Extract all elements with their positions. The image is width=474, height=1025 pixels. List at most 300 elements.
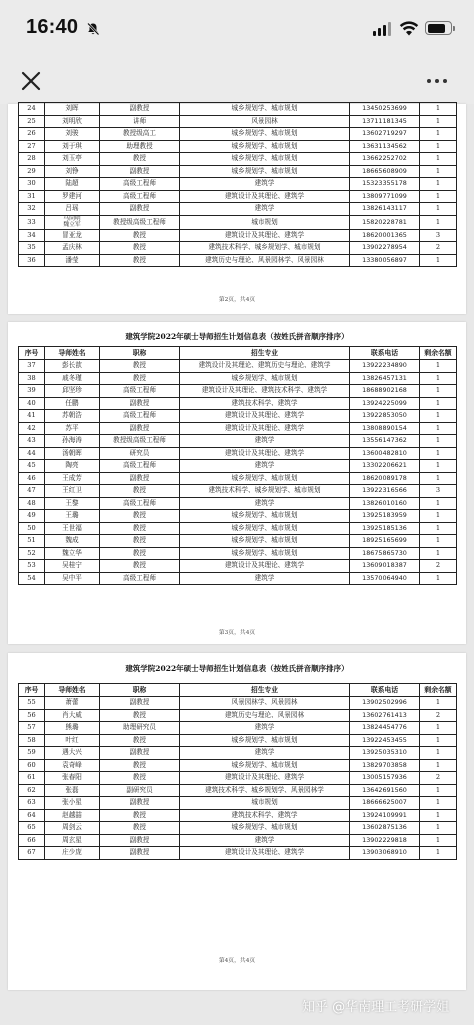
col-advisor: 叶红 <box>45 734 100 747</box>
table-row <box>19 809 457 822</box>
col-advisor-header: 导师姓名 <box>45 684 100 697</box>
col-phone: 15820228781 <box>350 215 420 229</box>
col-advisor: 刘于琪 <box>45 140 100 153</box>
advisor-table-page-3 <box>18 346 457 585</box>
document-title: 建筑学院2022年硕士导师招生计划信息表（按姓氏拼音顺序排序） <box>125 332 349 341</box>
page-number: 第4页，共4页 <box>218 958 256 964</box>
col-quota: 1 <box>420 697 457 710</box>
col-advisor: 苏朝浩 <box>45 410 100 423</box>
col-advisor: 吕瑶 <box>45 203 100 216</box>
table-header-row <box>19 347 457 360</box>
table-body <box>19 360 457 585</box>
col-quota: 1 <box>420 178 457 191</box>
col-seq: 49 <box>19 510 45 523</box>
col-major: 城乡规划学、城市规划 <box>180 510 350 523</box>
col-major: 建筑学 <box>180 572 350 585</box>
col-title: 教授 <box>100 485 180 498</box>
col-phone: 13922234890 <box>350 360 420 373</box>
page-number: 第3页，共4页 <box>218 630 256 636</box>
col-quota: 1 <box>420 165 457 178</box>
col-title: 教授 <box>100 360 180 373</box>
col-advisor: 周玄星 <box>45 834 100 847</box>
col-major: 城乡规划学、城市规划 <box>180 165 350 178</box>
col-phone: 13711181345 <box>350 115 420 128</box>
col-quota: 1 <box>420 460 457 473</box>
col-phone: 18665608909 <box>350 165 420 178</box>
col-advisor: 吴中平 <box>45 572 100 585</box>
col-title: 讲师 <box>100 115 180 128</box>
col-phone: 13600482810 <box>350 447 420 460</box>
col-major-header: 招生专业 <box>180 684 350 697</box>
table-body <box>19 697 457 860</box>
col-seq: 45 <box>19 460 45 473</box>
mute-bell-icon <box>86 22 100 36</box>
col-quota: 1 <box>420 547 457 560</box>
table-row <box>19 847 457 860</box>
col-quota: 1 <box>420 410 457 423</box>
table-row <box>19 510 457 523</box>
table-row <box>19 153 457 166</box>
col-seq: 64 <box>19 809 45 822</box>
col-quota: 1 <box>420 747 457 760</box>
document-page-3 <box>8 322 466 644</box>
col-seq: 44 <box>19 447 45 460</box>
col-major: 建筑学 <box>180 497 350 510</box>
col-quota: 1 <box>420 722 457 735</box>
table-row <box>19 178 457 191</box>
col-advisor: 刘铮 <box>45 165 100 178</box>
col-title: 教授级高级工程师 <box>100 435 180 448</box>
col-quota: 1 <box>420 203 457 216</box>
col-advisor: 陶亮 <box>45 460 100 473</box>
col-major: 城乡规划学、城市规划 <box>180 522 350 535</box>
col-advisor: 庄少庞 <box>45 847 100 860</box>
col-title: 高级工程师 <box>100 190 180 203</box>
col-phone: 13902278954 <box>350 242 420 255</box>
col-seq: 39 <box>19 385 45 398</box>
col-phone: 13824454776 <box>350 722 420 735</box>
table-row <box>19 190 457 203</box>
col-major: 建筑学 <box>180 178 350 191</box>
col-advisor: 陆超 <box>45 178 100 191</box>
col-quota-header: 剩余名额 <box>420 684 457 697</box>
table-row <box>19 242 457 255</box>
col-seq: 36 <box>19 254 45 267</box>
close-icon[interactable] <box>18 68 44 94</box>
col-title: 教授 <box>100 372 180 385</box>
col-title: 教授 <box>100 759 180 772</box>
col-seq-header: 序号 <box>19 347 45 360</box>
col-quota: 1 <box>420 447 457 460</box>
col-advisor: 刘明欣 <box>45 115 100 128</box>
col-quota: 1 <box>420 153 457 166</box>
col-title: 副教授 <box>100 472 180 485</box>
col-seq: 33 <box>19 215 45 229</box>
col-phone: 13902502996 <box>350 697 420 710</box>
col-title: 教授 <box>100 822 180 835</box>
col-title: 高级工程师 <box>100 178 180 191</box>
col-major: 建筑技术科学、建筑学 <box>180 809 350 822</box>
col-major-header: 招生专业 <box>180 347 350 360</box>
col-seq: 43 <box>19 435 45 448</box>
col-title: 高级工程师 <box>100 385 180 398</box>
col-major: 建筑设计及其理论、建筑学 <box>180 560 350 573</box>
col-major: 城市规划 <box>180 797 350 810</box>
col-title-header: 职称 <box>100 684 180 697</box>
col-phone-header: 联系电话 <box>350 347 420 360</box>
col-advisor: 罗建河 <box>45 190 100 203</box>
col-phone: 13005157936 <box>350 772 420 785</box>
col-advisor: 苏平 <box>45 422 100 435</box>
document-page-4 <box>8 653 466 990</box>
col-quota: 1 <box>420 128 457 141</box>
col-phone: 13556147362 <box>350 435 420 448</box>
col-quota: 1 <box>420 822 457 835</box>
col-quota: 1 <box>420 834 457 847</box>
viewer-toolbar <box>0 58 474 104</box>
table-row <box>19 128 457 141</box>
document-page-2 <box>8 104 466 314</box>
col-phone: 18688902168 <box>350 385 420 398</box>
col-major: 建筑学 <box>180 460 350 473</box>
col-major: 城乡规划学、城市规划 <box>180 547 350 560</box>
col-title: 副教授 <box>100 397 180 410</box>
col-advisor: 王世福 <box>45 522 100 535</box>
col-major: 城市规划 <box>180 215 350 229</box>
col-quota: 2 <box>420 709 457 722</box>
col-advisor: 王成芳 <box>45 472 100 485</box>
col-advisor: 吴桂宁 <box>45 560 100 573</box>
col-major: 建筑学 <box>180 834 350 847</box>
col-quota: 1 <box>420 215 457 229</box>
col-advisor: 戚冬瑾 <box>45 372 100 385</box>
col-title: 教授 <box>100 254 180 267</box>
col-phone: 13631134562 <box>350 140 420 153</box>
col-advisor: 王黎 <box>45 497 100 510</box>
col-seq: 55 <box>19 697 45 710</box>
table-row <box>19 115 457 128</box>
col-phone: 18620001365 <box>350 229 420 242</box>
col-quota: 2 <box>420 560 457 573</box>
col-major: 城乡规划学、城市规划 <box>180 734 350 747</box>
col-seq: 65 <box>19 822 45 835</box>
col-major: 城乡规划学、城市规划 <box>180 822 350 835</box>
col-quota: 1 <box>420 535 457 548</box>
col-advisor: 刘骏 <box>45 128 100 141</box>
col-title: 教授 <box>100 772 180 785</box>
col-advisor: 孙海涛 <box>45 435 100 448</box>
col-title: 副教授 <box>100 847 180 860</box>
col-major: 风景园林学、风景园林 <box>180 697 350 710</box>
col-advisor: 肖大威 <box>45 709 100 722</box>
col-major: 建筑设计及其理论、建筑学 <box>180 190 350 203</box>
table-body <box>19 103 457 267</box>
col-title: 教授 <box>100 153 180 166</box>
col-title: 教授 <box>100 709 180 722</box>
col-major: 城乡规划学、城市规划 <box>180 128 350 141</box>
col-title: 副教授 <box>100 165 180 178</box>
col-title: 高级工程师 <box>100 410 180 423</box>
col-major: 城乡规划学、城市规划 <box>180 472 350 485</box>
col-major: 建筑设计及其理论、建筑历史与理论、建筑学 <box>180 360 350 373</box>
table-row <box>19 485 457 498</box>
col-phone: 13602761413 <box>350 709 420 722</box>
table-row <box>19 410 457 423</box>
col-seq: 37 <box>19 360 45 373</box>
col-quota: 1 <box>420 385 457 398</box>
col-phone: 13922853050 <box>350 410 420 423</box>
col-seq: 51 <box>19 535 45 548</box>
battery-icon <box>425 21 452 35</box>
col-quota: 1 <box>420 435 457 448</box>
col-phone: 13302206621 <box>350 460 420 473</box>
col-advisor: 遇大兴 <box>45 747 100 760</box>
col-quota: 1 <box>420 784 457 797</box>
col-major: 建筑设计及其理论、建筑学 <box>180 422 350 435</box>
col-major: 建筑设计及其理论、建筑学 <box>180 410 350 423</box>
col-major: 建筑学 <box>180 203 350 216</box>
col-advisor: 邱坚珍 <box>45 385 100 398</box>
col-seq: 29 <box>19 165 45 178</box>
col-major: 建筑设计及其理论、建筑学 <box>180 229 350 242</box>
col-quota: 1 <box>420 422 457 435</box>
col-phone: 13826457131 <box>350 372 420 385</box>
col-quota: 1 <box>420 809 457 822</box>
col-quota: 1 <box>420 472 457 485</box>
watermark: 知乎 @华南理工考研学姐 <box>302 1000 450 1015</box>
advisor-table-page-2 <box>18 102 457 267</box>
col-quota: 1 <box>420 522 457 535</box>
col-seq-header: 序号 <box>19 684 45 697</box>
col-quota: 1 <box>420 140 457 153</box>
col-phone: 13902229818 <box>350 834 420 847</box>
table-row <box>19 203 457 216</box>
col-phone: 13662252702 <box>350 153 420 166</box>
col-title: 教授 <box>100 535 180 548</box>
table-row <box>19 140 457 153</box>
col-seq: 66 <box>19 834 45 847</box>
col-seq: 67 <box>19 847 45 860</box>
table-header-row <box>19 684 457 697</box>
table-row <box>19 435 457 448</box>
col-phone: 13922316566 <box>350 485 420 498</box>
cellular-signal-icon <box>373 22 391 36</box>
col-phone: 13380056897 <box>350 254 420 267</box>
col-seq: 42 <box>19 422 45 435</box>
col-seq: 57 <box>19 722 45 735</box>
col-title: 教授 <box>100 510 180 523</box>
table-row <box>19 472 457 485</box>
col-major: 建筑技术科学、城乡规划学、风景园林学 <box>180 784 350 797</box>
col-major: 城乡规划学、城市规划 <box>180 103 350 116</box>
col-phone: 18925165699 <box>350 535 420 548</box>
col-quota: 1 <box>420 254 457 267</box>
document-title: 建筑学院2022年硕士导师招生计划信息表（按姓氏拼音顺序排序） <box>125 664 349 673</box>
table-row <box>19 229 457 242</box>
col-phone: 13602875136 <box>350 822 420 835</box>
col-quota: 3 <box>420 229 457 242</box>
col-seq: 30 <box>19 178 45 191</box>
col-seq: 46 <box>19 472 45 485</box>
col-seq: 60 <box>19 759 45 772</box>
table-row <box>19 254 457 267</box>
col-phone: 13924109991 <box>350 809 420 822</box>
col-title: 教授 <box>100 229 180 242</box>
col-phone: 13808890154 <box>350 422 420 435</box>
col-seq: 58 <box>19 734 45 747</box>
col-phone: 18675865730 <box>350 547 420 560</box>
col-seq: 40 <box>19 397 45 410</box>
col-advisor: 赵越喆 <box>45 809 100 822</box>
table-row <box>19 797 457 810</box>
table-row <box>19 572 457 585</box>
col-major: 建筑设计及其理论、建筑学 <box>180 847 350 860</box>
col-advisor: 袁奇峰 <box>45 759 100 772</box>
col-advisor: 张磊 <box>45 784 100 797</box>
col-phone: 13829703858 <box>350 759 420 772</box>
table-row <box>19 360 457 373</box>
table-row <box>19 497 457 510</box>
col-major: 建筑设计及其理论、建筑技术科学、建筑学 <box>180 385 350 398</box>
col-title: 教授 <box>100 560 180 573</box>
col-title: 教授 <box>100 734 180 747</box>
col-advisor: 刘晖 <box>45 103 100 116</box>
col-advisor: 周剑云 <box>45 822 100 835</box>
table-row <box>19 522 457 535</box>
col-phone: 13925183959 <box>350 510 420 523</box>
col-seq: 31 <box>19 190 45 203</box>
table-row <box>19 385 457 398</box>
col-phone: 13609018387 <box>350 560 420 573</box>
col-quota: 1 <box>420 497 457 510</box>
col-advisor: 彭长歆 <box>45 360 100 373</box>
table-row <box>19 697 457 710</box>
col-phone: 13925185136 <box>350 522 420 535</box>
col-title: 高级工程师 <box>100 460 180 473</box>
col-title: 教授级高级工程师 <box>100 215 180 229</box>
col-phone-header: 联系电话 <box>350 684 420 697</box>
table-row <box>19 822 457 835</box>
table-row <box>19 372 457 385</box>
col-title: 副教授 <box>100 203 180 216</box>
col-title: 教授 <box>100 809 180 822</box>
col-seq: 47 <box>19 485 45 498</box>
col-quota: 2 <box>420 772 457 785</box>
col-advisor: 冒亚龙 <box>45 229 100 242</box>
col-phone: 13924225099 <box>350 397 420 410</box>
col-seq: 62 <box>19 784 45 797</box>
col-major: 建筑学 <box>180 722 350 735</box>
more-options-icon[interactable] <box>427 71 453 91</box>
status-time: 16:40 <box>26 16 79 38</box>
col-quota-header: 剩余名额 <box>420 347 457 360</box>
col-advisor: 任鹏 <box>45 397 100 410</box>
col-major: 建筑历史与理论、风景园林 <box>180 709 350 722</box>
col-major: 城乡规划学、城市规划 <box>180 535 350 548</box>
col-seq: 28 <box>19 153 45 166</box>
col-advisor: 王红卫 <box>45 485 100 498</box>
col-seq: 34 <box>19 229 45 242</box>
col-quota: 1 <box>420 797 457 810</box>
col-seq: 63 <box>19 797 45 810</box>
col-advisor: 张春阳 <box>45 772 100 785</box>
col-phone: 13809771099 <box>350 190 420 203</box>
col-phone: 15323355178 <box>350 178 420 191</box>
table-row <box>19 422 457 435</box>
col-seq: 61 <box>19 772 45 785</box>
col-major: 建筑学 <box>180 747 350 760</box>
col-title: 教授 <box>100 242 180 255</box>
table-row <box>19 834 457 847</box>
col-major: 建筑设计及其理论、建筑学 <box>180 772 350 785</box>
table-row <box>19 460 457 473</box>
col-title: 副教授 <box>100 797 180 810</box>
col-seq: 48 <box>19 497 45 510</box>
col-seq: 26 <box>19 128 45 141</box>
col-phone: 13450253699 <box>350 103 420 116</box>
col-advisor: 刘玉亭 <box>45 153 100 166</box>
status-bar <box>0 0 474 58</box>
table-row <box>19 547 457 560</box>
col-title: 副教授 <box>100 422 180 435</box>
col-major: 风景园林 <box>180 115 350 128</box>
wifi-icon <box>399 20 419 36</box>
col-quota: 1 <box>420 759 457 772</box>
col-major: 建筑技术科学、城乡规划学、城市规划 <box>180 485 350 498</box>
table-row <box>19 722 457 735</box>
col-quota: 1 <box>420 734 457 747</box>
col-title: 副教授 <box>100 834 180 847</box>
col-advisor: 孟庆林 <box>45 242 100 255</box>
col-title: 教授 <box>100 522 180 535</box>
col-title: 高级工程师 <box>100 572 180 585</box>
col-quota: 1 <box>420 190 457 203</box>
col-advisor: 魏立华 <box>45 547 100 560</box>
col-title-header: 职称 <box>100 347 180 360</box>
table-row <box>19 215 457 229</box>
col-quota: 1 <box>420 360 457 373</box>
col-phone: 13826010160 <box>350 497 420 510</box>
col-quota: 1 <box>420 572 457 585</box>
table-row <box>19 709 457 722</box>
col-quota: 1 <box>420 397 457 410</box>
col-seq: 54 <box>19 572 45 585</box>
col-title: 研究员 <box>100 447 180 460</box>
col-phone: 13922453455 <box>350 734 420 747</box>
col-major: 建筑技术科学、城乡规划学、城市规划 <box>180 242 350 255</box>
col-phone: 13903068910 <box>350 847 420 860</box>
col-advisor: 张小星 <box>45 797 100 810</box>
table-row <box>19 165 457 178</box>
col-seq: 24 <box>19 103 45 116</box>
col-seq: 53 <box>19 560 45 573</box>
col-title: 助理研究员 <box>100 722 180 735</box>
table-row <box>19 397 457 410</box>
col-advisor: 马向明 魏立军 <box>45 215 100 229</box>
table-row <box>19 103 457 116</box>
col-major: 城乡规划学、城市规划 <box>180 759 350 772</box>
table-row <box>19 759 457 772</box>
col-advisor: 王璐 <box>45 510 100 523</box>
col-advisor: 汤朝晖 <box>45 447 100 460</box>
table-row <box>19 447 457 460</box>
col-advisor-header: 导师姓名 <box>45 347 100 360</box>
col-major: 建筑历史与理论、风景园林学、风景园林 <box>180 254 350 267</box>
col-phone: 13570064940 <box>350 572 420 585</box>
col-seq: 25 <box>19 115 45 128</box>
table-row <box>19 784 457 797</box>
col-major: 城乡规划学、城市规划 <box>180 372 350 385</box>
